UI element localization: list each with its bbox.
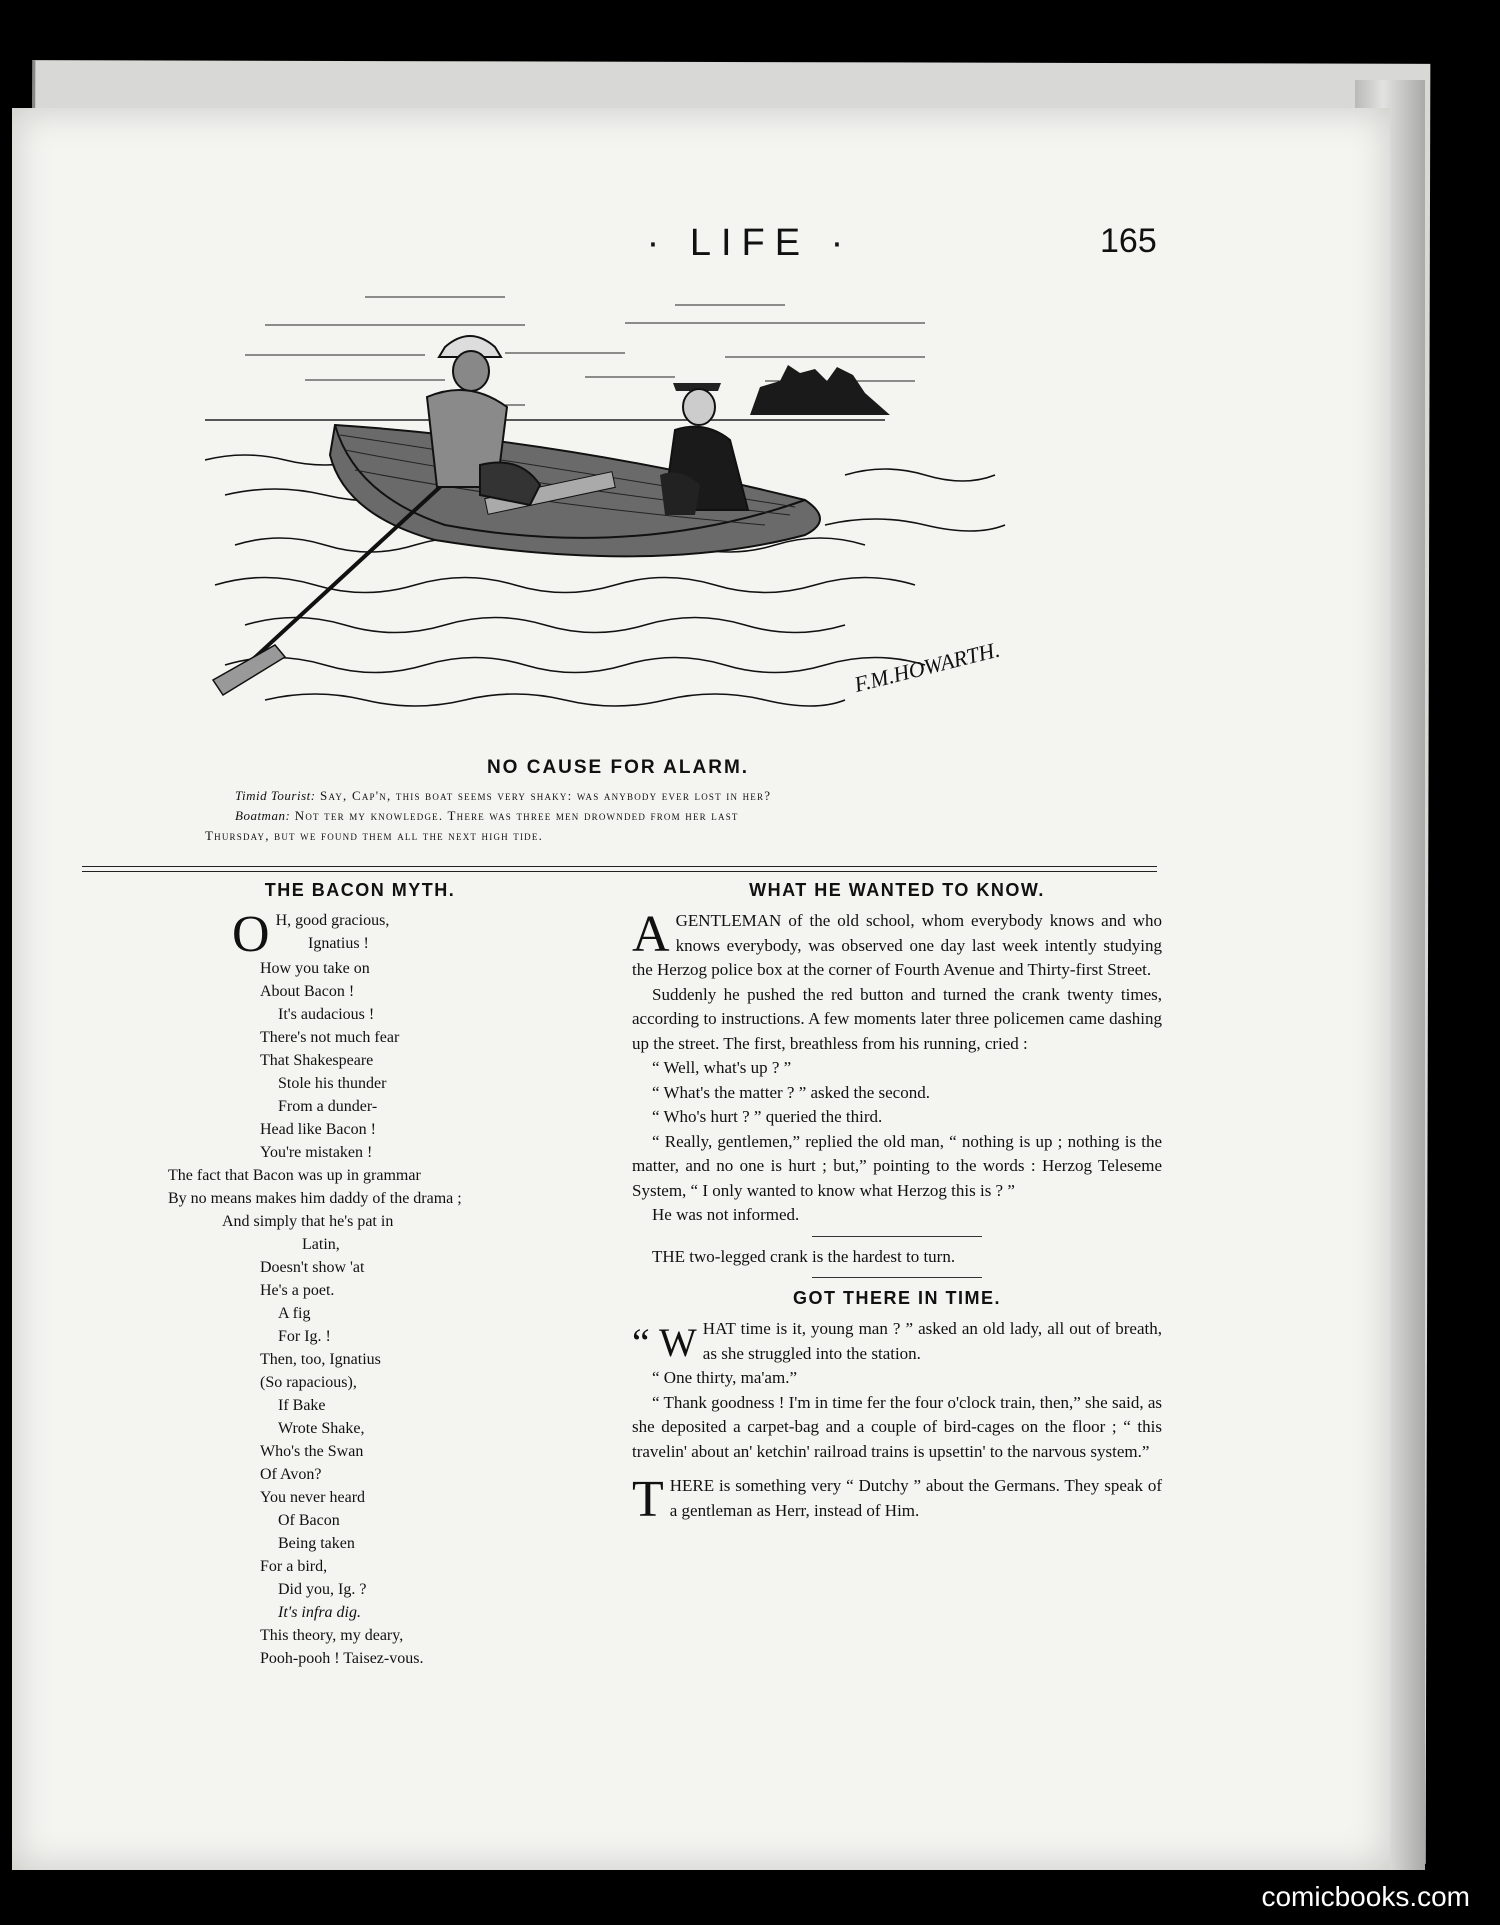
rowboat	[330, 425, 820, 556]
cartoon-title: NO CAUSE FOR ALARM.	[486, 757, 750, 778]
divider-rule	[82, 866, 1157, 867]
poem-line: Doesn't show 'at	[260, 1259, 365, 1276]
crank-joke	[632, 1245, 1162, 1270]
poem-line: Latin,	[302, 1236, 340, 1253]
poem-line: H, good gracious,	[275, 912, 390, 929]
poem-line: Stole his thunder	[278, 1075, 387, 1092]
crank-text: THE two-legged crank is the hardest to turn.	[652, 1246, 956, 1266]
wanted-p1: GENTLEMAN of the old school, whom everybody knows and who knows everybody, was observed one day last week intently studying the Herzog police box at the corner of Fourth Avenue and Thirty-first Street.	[632, 911, 1162, 979]
poem-line: It's audacious !	[278, 1006, 375, 1023]
poem-line: How you take on	[260, 960, 370, 977]
wanted-title: WHAT HE WANTED TO KNOW.	[749, 880, 1045, 900]
wanted-p7: He was not informed.	[652, 1205, 800, 1224]
boatman-line: Not ter my knowledge. There was three men drownded from her last	[294, 808, 739, 823]
wanted-p4: “ What's the matter ? ” asked the second.	[652, 1082, 930, 1102]
poem-line: And simply that he's pat in	[222, 1213, 394, 1230]
dutchy-text: HERE is something very “ Dutchy ” about the Germans. They speak of a gentleman as Herr, instead of Him.	[669, 1476, 1162, 1520]
short-rule	[812, 1277, 982, 1278]
drop-cap: “ W	[632, 1320, 697, 1365]
poem-line: Who's the Swan	[260, 1443, 364, 1460]
short-rule	[812, 1236, 982, 1237]
poem-line: A fig	[278, 1305, 311, 1322]
poem-line: Being taken	[278, 1535, 355, 1552]
poem-line: That Shakespeare	[260, 1052, 374, 1069]
poem-line: Head like Bacon !	[260, 1121, 376, 1138]
divider-rule	[82, 871, 1157, 872]
poem-line: Wrote Shake,	[278, 1420, 365, 1437]
drop-cap: A	[632, 906, 670, 963]
poem-line: You're mistaken !	[260, 1144, 373, 1161]
poem-line: It's infra dig.	[278, 1604, 361, 1621]
poem-line: There's not much fear	[260, 1029, 400, 1046]
page-number: 165	[1100, 222, 1157, 260]
distant-island	[750, 365, 890, 415]
poem-line: This theory, my deary,	[260, 1627, 404, 1644]
poem-line: Of Avon?	[260, 1466, 322, 1483]
masthead: · LIFE ·	[646, 222, 854, 264]
dutchy-article	[632, 1471, 1162, 1528]
bacon-myth-poem	[160, 906, 560, 1670]
train-article	[632, 1317, 1162, 1464]
poem-line: Pooh-pooh ! Taisez-vous.	[260, 1650, 424, 1667]
bacon-myth-title: THE BACON MYTH.	[264, 880, 456, 900]
wanted-p6: “ Really, gentlemen,” replied the old man, “ nothing is up ; nothing is the matter, and no one is hurt ; but,” pointing to the words : Herzog Teleseme System, “ I only wanted to know what Herzog this is ? ”	[632, 1131, 1162, 1200]
wanted-article	[632, 906, 1162, 1228]
poem-line: Then, too, Ignatius	[260, 1351, 381, 1368]
drop-cap: T	[632, 1471, 664, 1528]
right-column	[632, 880, 1162, 1528]
wanted-p2: Suddenly he pushed the red button and turned the crank twenty times, according to instructions. A few moments later three policemen came dashing up the street. The first, breathless from his running, cried :	[632, 984, 1162, 1053]
poem-line: From a dunder-	[278, 1098, 378, 1115]
poem-line: If Bake	[278, 1397, 326, 1414]
tourist-line: Say, Cap'n, this boat seems very shaky: was anybody ever lost in her?	[320, 788, 772, 803]
poem-line: Of Bacon	[278, 1512, 340, 1529]
poem-line: You never heard	[260, 1489, 366, 1506]
train-p3: “ Thank goodness ! I'm in time fer the four o'clock train, then,” she said, as she deposited a carpet-bag and a couple of bird-cages on the floor ; “ this travelin' about an' ketchin' railroad trains is upsettin' to the narvous system.”	[632, 1392, 1162, 1461]
drop-cap: O	[232, 906, 270, 963]
artist-signature: F.M.HOWARTH.	[851, 636, 1003, 697]
train-title: GOT THERE IN TIME.	[792, 1288, 1001, 1308]
train-p1: HAT time is it, young man ? ” asked an old lady, all out of breath, as she struggled into the station.	[702, 1319, 1162, 1363]
boat-illustration	[205, 285, 1045, 725]
cartoon-dialogue	[205, 786, 1020, 846]
poem-line: For a bird,	[260, 1558, 328, 1575]
wanted-p3: “ Well, what's up ? ”	[652, 1058, 792, 1077]
speaker-boatman: Boatman:	[235, 808, 291, 823]
tourist-figure	[660, 383, 748, 515]
poem-line: He's a poet.	[260, 1282, 335, 1299]
poem-line: By no means makes him daddy of the drama ;	[168, 1190, 462, 1207]
poem-line: (So rapacious),	[260, 1374, 357, 1391]
wanted-p5: “ Who's hurt ? ” queried the third.	[652, 1107, 883, 1126]
boatman-line-cont: Thursday, but we found them all the next high tide.	[205, 828, 544, 843]
bacon-myth-column	[160, 880, 560, 1670]
poem-line: Ignatius !	[308, 935, 369, 952]
poem-line: The fact that Bacon was up in grammar	[168, 1167, 421, 1184]
train-p2: “ One thirty, ma'am.”	[652, 1368, 797, 1387]
poem-line: For Ig. !	[278, 1328, 331, 1345]
poem-line: Did you, Ig. ?	[278, 1581, 367, 1598]
poem-line: About Bacon !	[260, 983, 355, 1000]
watermark: comicbooks.com	[1261, 1881, 1470, 1912]
speaker-tourist: Timid Tourist:	[235, 788, 316, 803]
